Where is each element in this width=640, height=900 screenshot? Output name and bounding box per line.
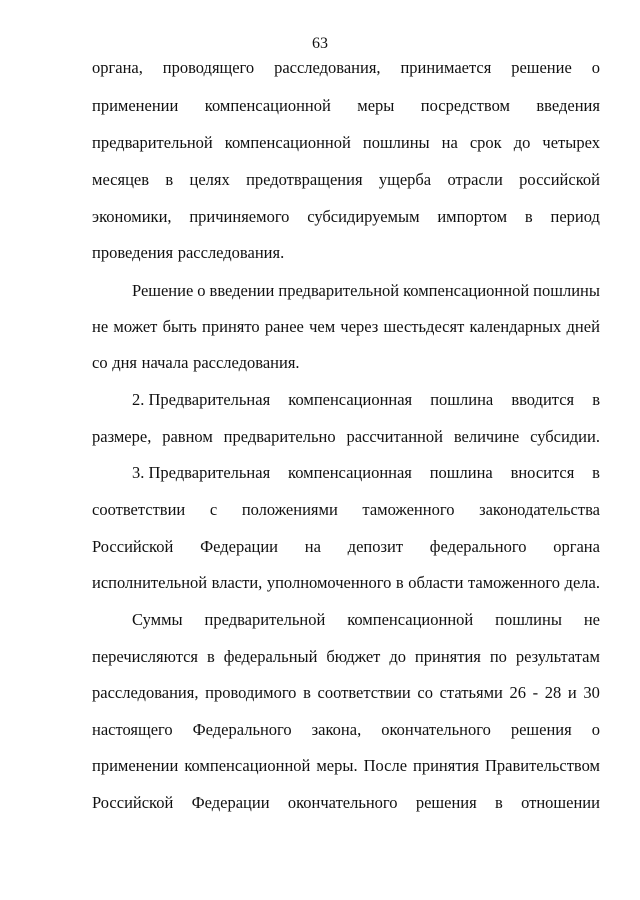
word: четырех — [542, 133, 600, 152]
word: о — [197, 281, 206, 300]
word: по — [489, 647, 507, 666]
word: решения — [415, 793, 477, 812]
word: соответствии — [317, 683, 411, 702]
word: принимается — [400, 58, 492, 77]
word: компенсационная — [288, 463, 412, 482]
text-line — [92, 571, 600, 595]
word: 30 — [583, 683, 600, 702]
word: решение — [511, 58, 572, 77]
word: причиняемого — [189, 207, 290, 226]
word: в — [592, 390, 600, 409]
word: После — [363, 756, 408, 775]
word: федеральный — [223, 647, 318, 666]
word: вносится — [510, 463, 575, 482]
text-line — [92, 205, 600, 229]
word: решения — [510, 720, 572, 739]
word: исполнительной — [92, 573, 208, 592]
text-line — [92, 351, 600, 375]
word: дня — [112, 353, 138, 372]
text-line — [92, 131, 600, 155]
text-line — [132, 461, 600, 485]
text-line — [92, 535, 600, 559]
word: компенсационной — [184, 756, 311, 775]
word: настоящего — [92, 720, 173, 739]
word: может — [113, 317, 158, 336]
word: органа — [553, 537, 600, 556]
word: органа, — [92, 58, 143, 77]
text-line — [92, 425, 600, 449]
text-line — [132, 279, 600, 303]
word: проведения — [92, 243, 174, 262]
word: пошлина — [430, 390, 494, 409]
word: области — [408, 573, 464, 592]
word: о — [591, 720, 600, 739]
text-line — [92, 315, 600, 339]
word: на — [304, 537, 321, 556]
word: федерального — [429, 537, 527, 556]
text-line — [92, 94, 600, 118]
word: на — [441, 133, 458, 152]
word: меры — [357, 96, 395, 115]
word: со — [417, 683, 433, 702]
word: принятия — [414, 647, 481, 666]
word: компенсационной — [204, 96, 331, 115]
word: целях — [189, 170, 230, 189]
word: проводящего — [162, 58, 255, 77]
word: Федерации — [200, 537, 279, 556]
word: введении — [209, 281, 275, 300]
word: пошлина — [429, 463, 493, 482]
word: законодательства — [479, 500, 600, 519]
word: пошлины — [533, 281, 600, 300]
word: компенсационная — [288, 390, 413, 409]
text-line — [92, 754, 600, 778]
word: субсидируемым — [307, 207, 420, 226]
word: уполномоченного — [266, 573, 392, 592]
word: в — [592, 463, 600, 482]
text-line — [92, 791, 600, 815]
word: в — [395, 573, 404, 592]
word: перечисляются — [92, 647, 199, 666]
text-line — [92, 168, 600, 192]
word: закона, — [311, 720, 362, 739]
word: компенсационной — [403, 281, 530, 300]
word: через — [340, 317, 379, 336]
word: таможенного — [362, 500, 455, 519]
word: Федерации — [191, 793, 270, 812]
word: компенсационной — [347, 610, 474, 629]
word: с — [209, 500, 218, 519]
word: компенсационной — [224, 133, 351, 152]
word: результатам — [515, 647, 600, 666]
text-line — [132, 608, 600, 632]
word: месяцев — [92, 170, 150, 189]
word: 3. Предварительная — [132, 463, 271, 482]
word: величине — [453, 427, 520, 446]
word: применении — [92, 96, 179, 115]
word: начала — [141, 353, 189, 372]
text-line — [92, 498, 600, 522]
word: в — [165, 170, 174, 189]
word: принято — [202, 317, 260, 336]
word: срок — [469, 133, 502, 152]
word: введения — [536, 96, 600, 115]
word: проводимого — [205, 683, 297, 702]
word: российской — [519, 170, 600, 189]
word: Правительством — [484, 756, 600, 775]
word: экономики, — [92, 207, 172, 226]
word: - — [532, 683, 539, 702]
word: бюджет — [326, 647, 381, 666]
word: расследования. — [193, 353, 300, 372]
word: в — [495, 793, 503, 812]
word: депозит — [347, 537, 404, 556]
word: пошлины — [362, 133, 430, 152]
text-line — [92, 645, 600, 669]
word: применении — [92, 756, 179, 775]
word: дней — [566, 317, 600, 336]
word: отрасли — [447, 170, 503, 189]
word: в — [206, 647, 215, 666]
word: соответствии — [92, 500, 186, 519]
word: 2. Предварительная — [132, 390, 271, 409]
word: предварительной — [204, 610, 326, 629]
word: шестьдесят — [383, 317, 465, 336]
word: субсидии. — [530, 427, 600, 446]
word: календарных — [469, 317, 562, 336]
word: со — [92, 353, 108, 372]
word: положениями — [241, 500, 338, 519]
word: о — [591, 58, 600, 77]
word: 28 — [544, 683, 562, 702]
word: в — [524, 207, 533, 226]
text-line — [92, 681, 600, 705]
word: отношении — [521, 793, 600, 812]
word: пошлины — [495, 610, 562, 629]
word: рассчитанной — [346, 427, 443, 446]
text-line — [92, 56, 600, 80]
word: до — [389, 647, 406, 666]
word: предварительной — [278, 281, 400, 300]
word: предварительно — [223, 427, 336, 446]
word: вводится — [511, 390, 575, 409]
word: равном — [162, 427, 213, 446]
word: окончательного — [287, 793, 398, 812]
word: таможенного — [467, 573, 560, 592]
word: дела. — [564, 573, 600, 592]
word: не — [92, 317, 109, 336]
word: чем — [309, 317, 336, 336]
word: и — [567, 683, 577, 702]
word: не — [583, 610, 600, 629]
word: ущерба — [378, 170, 432, 189]
word: предотвращения — [246, 170, 363, 189]
word: период — [550, 207, 600, 226]
word: статьями — [439, 683, 503, 702]
word: Суммы — [132, 610, 183, 629]
word: окончательного — [381, 720, 491, 739]
word: быть — [162, 317, 197, 336]
text-line — [92, 241, 600, 265]
word: меры. — [316, 756, 358, 775]
word: расследования, — [92, 683, 199, 702]
word: расследования, — [274, 58, 381, 77]
text-line — [92, 718, 600, 742]
word: предварительной — [92, 133, 213, 152]
word: Российской — [92, 793, 174, 812]
word: до — [513, 133, 531, 152]
word: 26 — [509, 683, 526, 702]
word: посредством — [420, 96, 510, 115]
word: ранее — [264, 317, 304, 336]
word: в — [303, 683, 311, 702]
word: принятия — [413, 756, 479, 775]
word: размере, — [92, 427, 152, 446]
word: Федерального — [192, 720, 292, 739]
page-number: 63 — [312, 35, 328, 52]
word: власти, — [211, 573, 263, 592]
word: Решение — [132, 281, 194, 300]
word: импортом — [437, 207, 508, 226]
word: Российской — [92, 537, 174, 556]
text-line — [132, 388, 600, 412]
word: расследования. — [177, 243, 285, 262]
